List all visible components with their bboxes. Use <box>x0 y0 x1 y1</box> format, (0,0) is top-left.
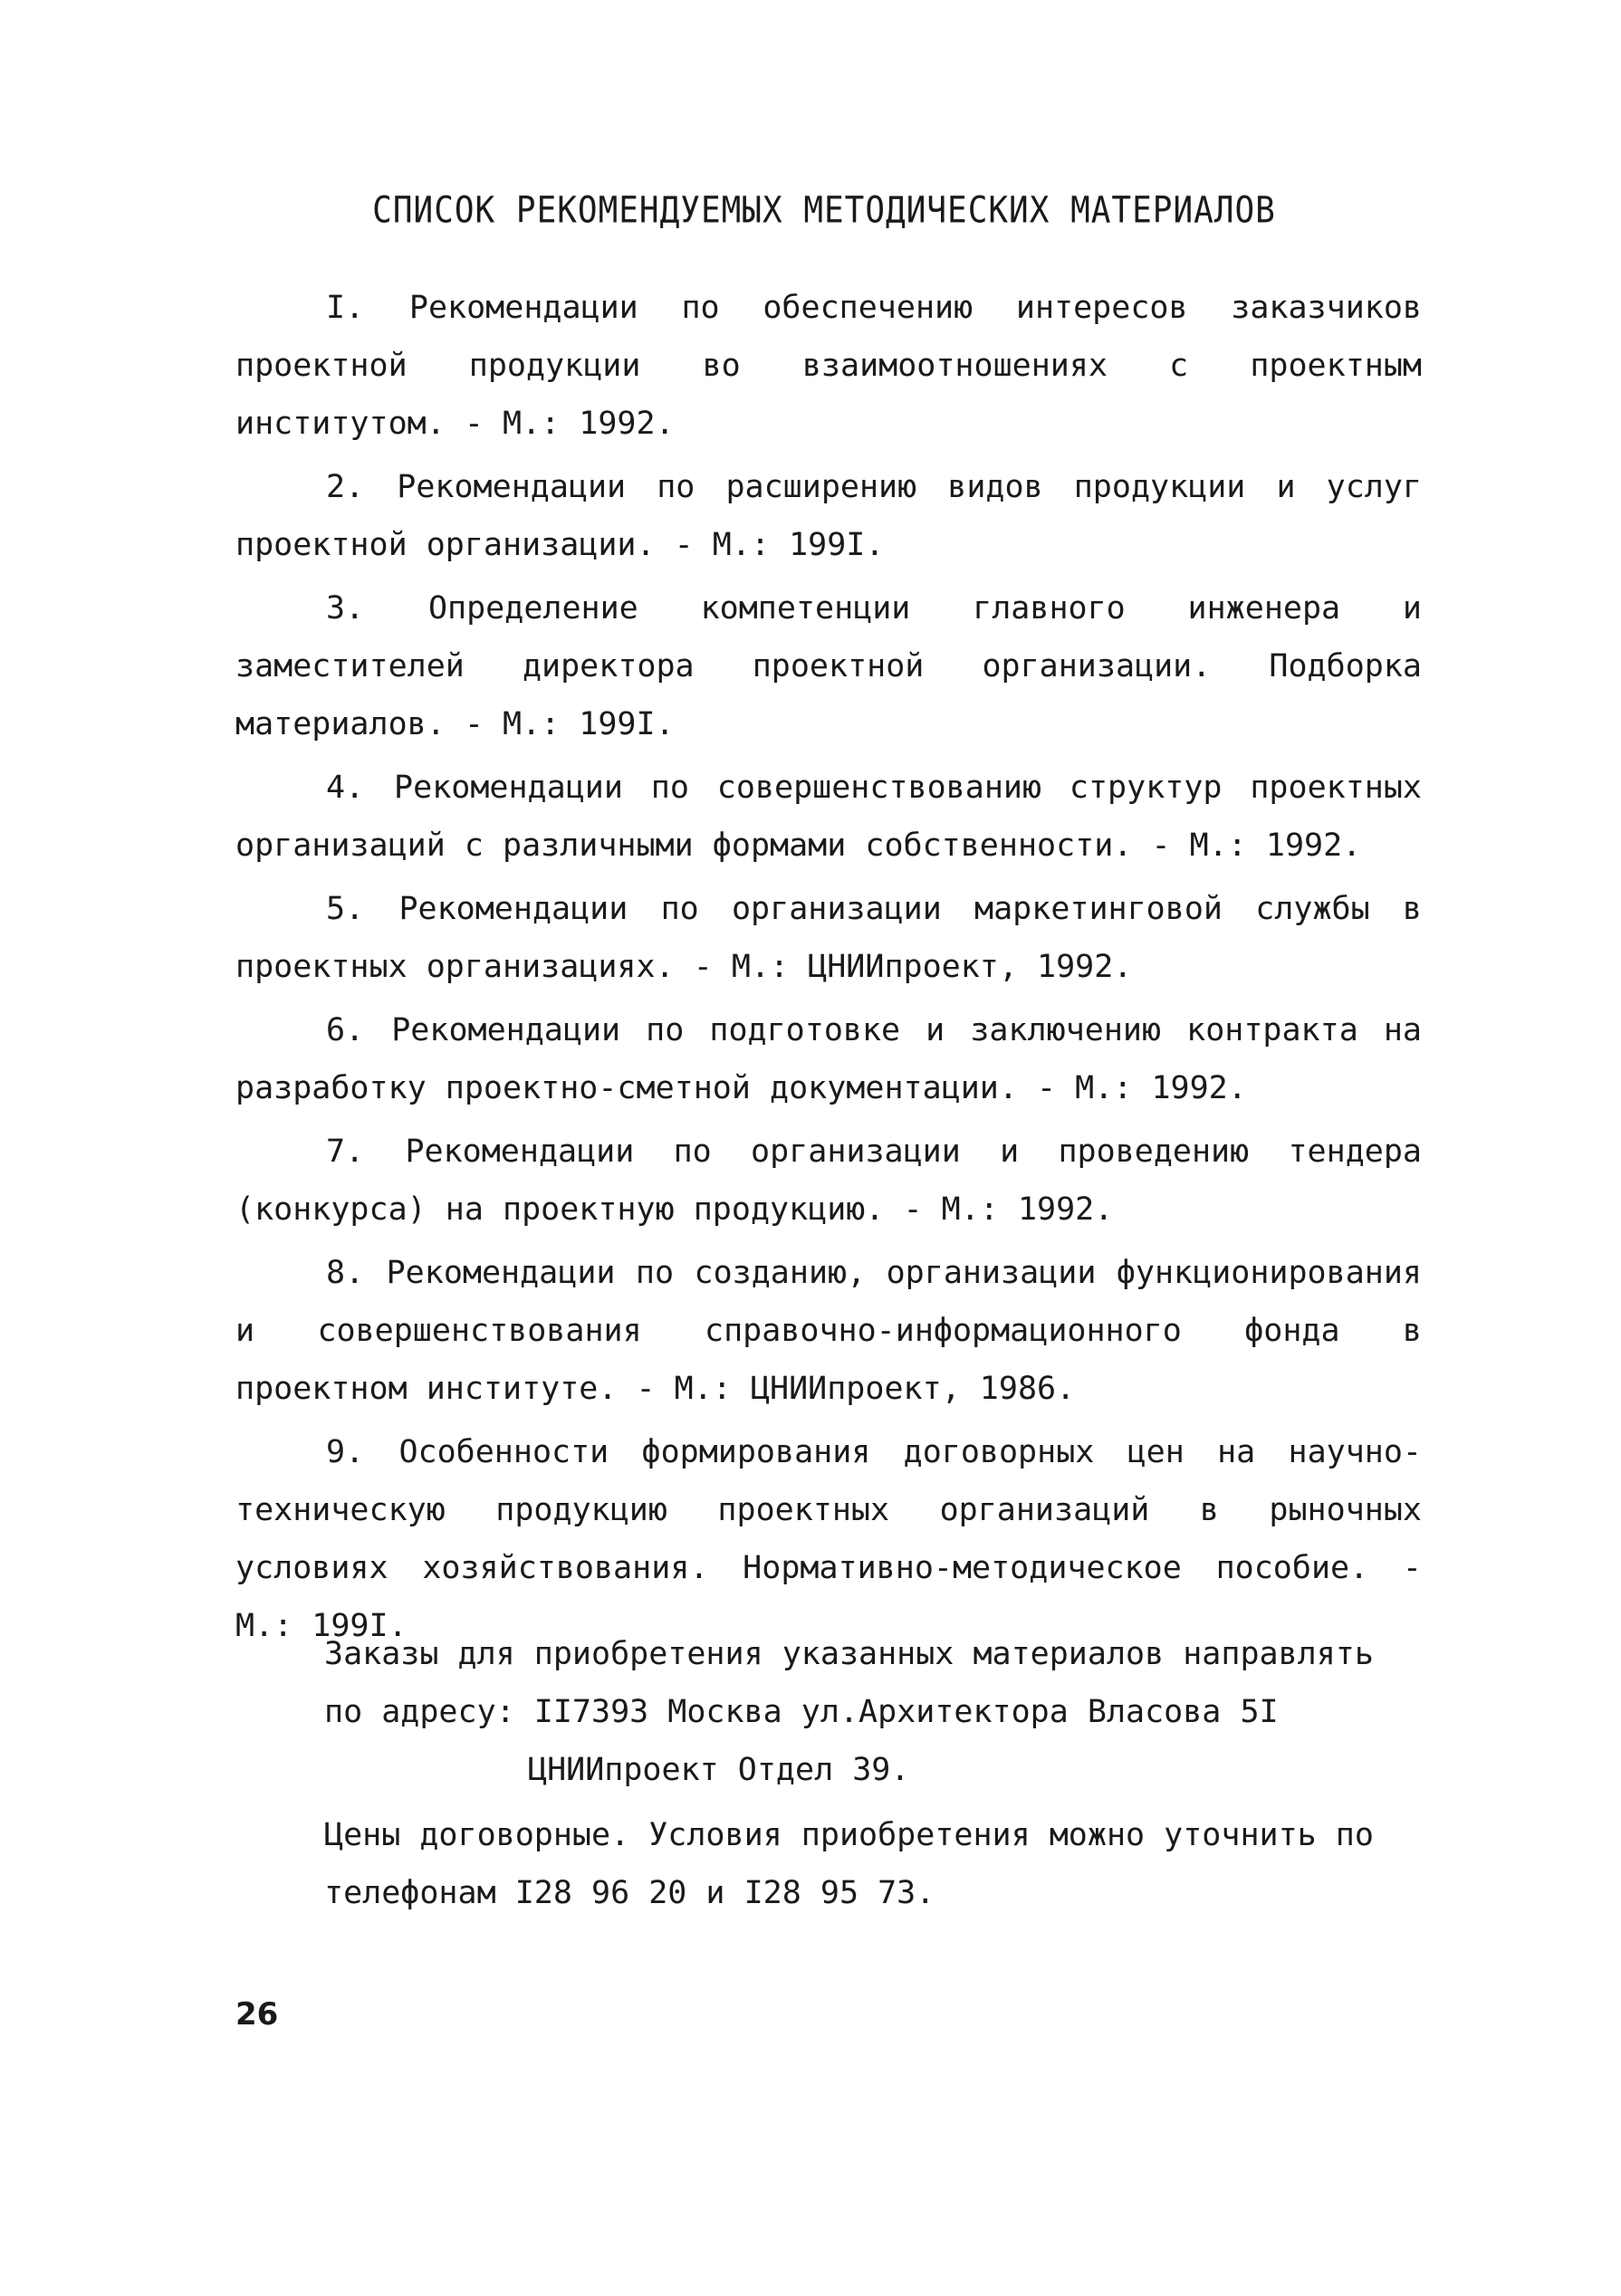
item-text: Определение компетенции главного инженера и заместителей директора проектной организации. Подборка материалов. - М.: 199I. <box>235 590 1422 742</box>
item-number: 6. <box>326 1012 365 1048</box>
item-text: Особенности формирования договорных цен на научно-техническую продукцию проектных организаций в рыночных условиях хозяйствования. Нормативно-методическое пособие. - М.: 199I. <box>235 1434 1423 1644</box>
item-number: 9. <box>326 1434 365 1470</box>
list-item <box>235 1123 1422 1239</box>
list-item <box>235 880 1422 996</box>
item-text: Рекомендации по организации маркетинговой службы в проектных организациях. - М.: ЦНИИпроект, 1992. <box>235 891 1423 985</box>
page-number: 26 <box>235 1996 279 2033</box>
order-prices: Цены договорные. Условия приобретения можно уточнить по <box>324 1817 1374 1853</box>
item-number: 2. <box>326 469 365 505</box>
item-number: 3. <box>326 590 365 627</box>
item-text: Рекомендации по организации и проведению тендера (конкурса) на проектную продукцию. - М.: 1992. <box>235 1134 1422 1228</box>
list-item <box>235 1423 1422 1655</box>
materials-list <box>235 279 1422 1660</box>
document-title: СПИСОК РЕКОМЕНДУЕМЫХ МЕТОДИЧЕСКИХ МАТЕРИАЛОВ <box>372 189 1276 232</box>
item-text: Рекомендации по расширению видов продукции и услуг проектной организации. - М.: 199I. <box>235 469 1423 563</box>
item-number: 5. <box>326 891 365 927</box>
list-item <box>235 1244 1422 1418</box>
item-number: 4. <box>326 770 365 806</box>
order-department: ЦНИИпроект Отдел 39. <box>528 1752 910 1788</box>
order-info <box>324 1625 1411 1922</box>
item-text: Рекомендации по обеспечению интересов заказчиков проектной продукции во взаимоотношениях с проектным институтом. - М.: 1992. <box>235 290 1422 442</box>
item-number: 8. <box>326 1255 365 1291</box>
list-item <box>235 1001 1422 1117</box>
list-item <box>235 759 1422 875</box>
list-item <box>235 279 1422 453</box>
item-text: Рекомендации по подготовке и заключению контракта на разработку проектно-сметной документации. - М.: 1992. <box>235 1012 1422 1106</box>
item-number: 7. <box>326 1134 365 1170</box>
item-text: Рекомендации по совершенствованию структур проектных организаций с различными формами собственности. - М.: 1992. <box>235 770 1423 864</box>
order-line: Заказы для приобретения указанных материалов направлять <box>324 1636 1374 1672</box>
item-text: Рекомендации по созданию, организации функционирования и совершенствования справочно-информационного фонда в проектном институте. - М.: ЦНИИпроект, 1986. <box>235 1255 1422 1407</box>
item-number: I. <box>326 290 365 326</box>
list-item <box>235 458 1422 574</box>
order-address: по адресу: II7393 Москва ул.Архитектора Власова 5I <box>324 1694 1279 1730</box>
list-item <box>235 579 1422 753</box>
order-phones: телефонам I28 96 20 и I28 95 73. <box>324 1875 935 1911</box>
